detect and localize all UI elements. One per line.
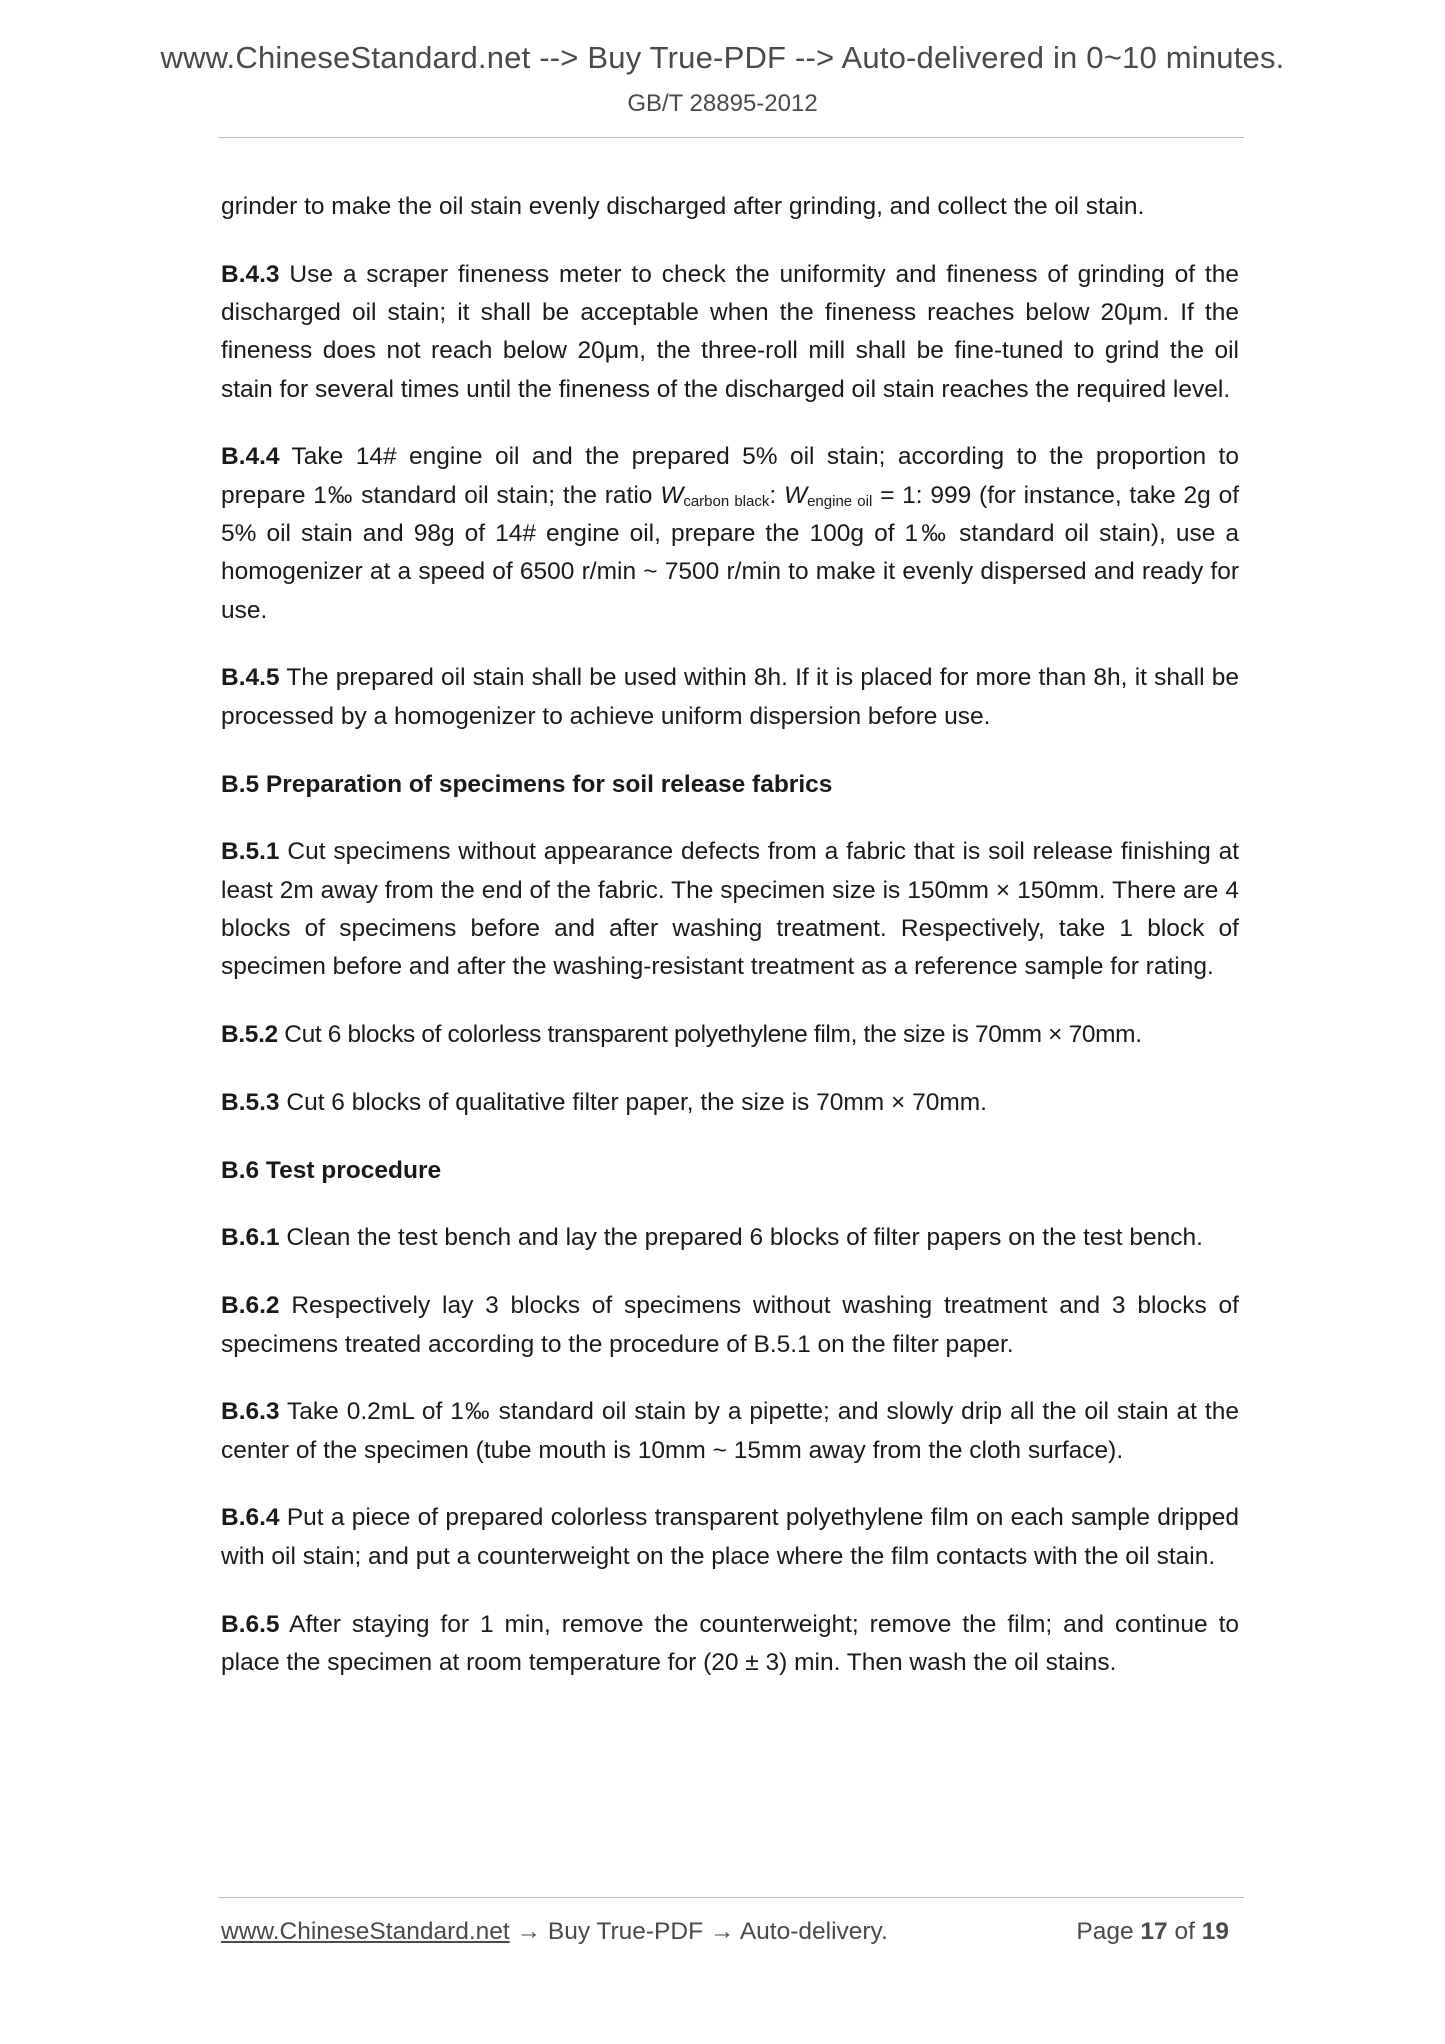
clause-b-6-4	[221, 1499, 1239, 1576]
clause-b-6-5	[221, 1606, 1239, 1683]
footer-divider	[218, 1897, 1244, 1898]
clause-text: Cut specimens without appearance defects from a fabric that is soil release finishing at least 2m away from the end of the fabric. The specimen size is 150mm × 150mm. There are 4 blocks of specimens before and after washing treatment. Respectively, take 1 block of specimen before and after the washing-resistant treatment as a reference sample for rating.	[221, 838, 1239, 981]
header-divider	[218, 137, 1244, 138]
clause-text: :	[769, 481, 784, 509]
clause-text: Use a scraper fineness meter to check the uniformity and fineness of grinding of the discharged oil stain; it shall be acceptable when the fineness reaches below 20μm. If the fineness does not reach below 20μm, the three-roll mill shall be fine-tuned to grind the oil stain for several times until the fineness of the discharged oil stain reaches the required level.	[221, 260, 1239, 403]
clause-number: B.5.2	[221, 1021, 278, 1049]
section-heading-b-6: B.6 Test procedure	[221, 1156, 442, 1184]
footer-tail: → Buy True-PDF → Auto-delivery.	[509, 1918, 888, 1945]
clause-b-4-4	[221, 438, 1239, 629]
header-banner: www.ChineseStandard.net --> Buy True-PDF --> Auto-delivered in 0~10 minutes.	[160, 40, 1285, 75]
clause-number: B.6.3	[221, 1398, 280, 1426]
clause-b-6-2	[221, 1287, 1239, 1364]
clause-text: Clean the test bench and lay the prepared 6 blocks of filter papers on the test bench.	[279, 1224, 1203, 1252]
clause-number: B.4.4	[221, 443, 280, 471]
paragraph-continuation	[221, 188, 1239, 226]
page-number: 17	[1140, 1918, 1168, 1945]
page-total: 19	[1201, 1918, 1229, 1945]
clause-number: B.6.4	[221, 1504, 280, 1532]
page-word: Page	[1076, 1918, 1141, 1945]
clause-number: B.5.1	[221, 838, 280, 866]
clause-b-5-3	[221, 1084, 1239, 1122]
clause-b-5-1	[221, 833, 1239, 986]
page-indicator	[1076, 1918, 1229, 1946]
clause-text: Cut 6 blocks of qualitative filter paper, the size is 70mm × 70mm.	[279, 1088, 987, 1116]
clause-text: The prepared oil stain shall be used within 8h. If it is placed for more than 8h, it shall be processed by a homogenizer to achieve uniform dispersion before use.	[221, 664, 1239, 730]
paragraph-text: grinder to make the oil stain evenly discharged after grinding, and collect the oil stain.	[221, 193, 1145, 220]
clause-text: Put a piece of prepared colorless transparent polyethylene film on each sample dripped with oil stain; and put a counterweight on the place where the film contacts with the oil stain.	[221, 1504, 1239, 1570]
section-heading-b-5: B.5 Preparation of specimens for soil release fabrics	[221, 770, 833, 798]
clause-text: Take 0.2mL of 1‰ standard oil stain by a pipette; and slowly drip all the oil stain at the center of the specimen (tube mouth is 10mm ~ 15mm away from the cloth surface).	[221, 1398, 1239, 1464]
clause-number: B.6.1	[221, 1224, 280, 1252]
variable-w: W	[783, 481, 808, 509]
clause-number: B.4.3	[221, 260, 280, 288]
page-body	[221, 188, 1239, 1712]
clause-number: B.6.2	[221, 1292, 280, 1320]
clause-b-6-1	[221, 1219, 1239, 1257]
variable-w: W	[660, 481, 684, 509]
subscript-engine-oil: engine oil	[807, 492, 873, 510]
clause-b-4-3	[221, 256, 1239, 409]
document-id: GB/T 28895-2012	[627, 90, 818, 117]
clause-text: Cut 6 blocks of colorless transparent polyethylene film, the size is 70mm × 70mm.	[277, 1021, 1142, 1049]
footer-left	[221, 1918, 888, 1946]
subscript-carbon-black: carbon black	[683, 492, 770, 510]
clause-number: B.5.3	[221, 1088, 280, 1116]
clause-b-6-3	[221, 1393, 1239, 1470]
footer-link[interactable]: www.ChineseStandard.net	[221, 1918, 510, 1945]
clause-text: Take 14# engine oil and the prepared 5% oil stain; according to the proportion to prepare 1‰ standard oil stain; the ratio	[221, 443, 1239, 509]
clause-number: B.4.5	[221, 664, 280, 692]
clause-b-5-2	[221, 1016, 1239, 1054]
clause-b-4-5	[221, 659, 1239, 736]
clause-text: After staying for 1 min, remove the counterweight; remove the film; and continue to place the specimen at room temperature for (20 ± 3) min. Then wash the oil stains.	[221, 1610, 1239, 1676]
of-word: of	[1167, 1918, 1202, 1945]
clause-text: = 1: 999 (for instance, take 2g of 5% oil stain and 98g of 14# engine oil, prepare the 100g of 1‰ standard oil stain), use a homogenizer at a speed of 6500 r/min ~ 7500 r/min to make it evenly dispersed and ready for use.	[221, 481, 1239, 624]
clause-text: Respectively lay 3 blocks of specimens without washing treatment and 3 blocks of specimens treated according to the procedure of B.5.1 on the filter paper.	[221, 1292, 1239, 1358]
clause-number: B.6.5	[221, 1610, 280, 1638]
